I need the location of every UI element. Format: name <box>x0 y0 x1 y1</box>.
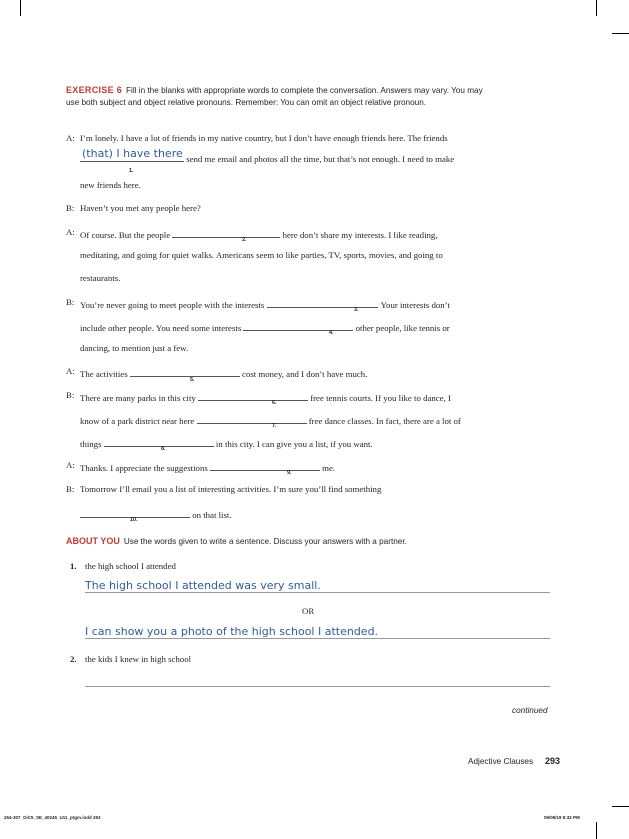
answer-blank-7[interactable] <box>197 413 307 424</box>
crop-mark <box>596 0 597 16</box>
dialogue-text: Of course. But the people <box>80 230 171 240</box>
or-label: OR <box>302 606 315 616</box>
dialogue-text: send me email and photos all the time, but that’s not enough. I need to make <box>186 154 455 164</box>
answer-blank-2[interactable] <box>172 227 280 238</box>
dialogue-line <box>80 390 451 403</box>
dialogue-text: free dance classes. In fact, there are a lot of <box>308 416 461 426</box>
blank-number: 3. <box>354 307 359 313</box>
dialogue-text: Thanks. I appreciate the suggestions <box>80 463 208 473</box>
dialogue-line: meditating, and going for quiet walks. Americans seem to like parties, TV, sports, movies, and going to <box>80 250 443 260</box>
dialogue-line <box>80 227 438 240</box>
speaker-label: B: <box>66 390 75 400</box>
dialogue-text: free tennis courts. If you like to dance, I <box>310 393 451 403</box>
dialogue-line <box>80 413 461 426</box>
dialogue-text: on that list. <box>192 510 232 520</box>
answer-blank-5[interactable] <box>130 366 240 377</box>
item-prompt: the kids I knew in high school <box>85 654 192 664</box>
blank-number: 8. <box>161 446 166 452</box>
dialogue-text: things <box>80 439 102 449</box>
blank-number: 9. <box>287 470 292 476</box>
dialogue-text: include other people. You need some interests <box>80 323 242 333</box>
dialogue-text: The activities <box>80 369 128 379</box>
blank-number: 7. <box>272 423 277 429</box>
dialogue-line: dancing, to mention just a few. <box>80 343 189 353</box>
about-you-heading <box>66 536 407 546</box>
exercise-heading <box>66 84 486 109</box>
speaker-label: A: <box>66 366 75 376</box>
dialogue-line: new friends here. <box>80 180 141 190</box>
blank-number: 4. <box>329 330 334 336</box>
answer-line-1a[interactable] <box>85 578 550 593</box>
speaker-label: B: <box>66 297 75 307</box>
answer-blank-9[interactable] <box>210 460 320 471</box>
dialogue-line <box>80 297 450 310</box>
item-number: 1. <box>70 561 77 571</box>
answer-line-2[interactable] <box>85 672 550 687</box>
item-prompt: the high school I attended <box>85 561 176 571</box>
dialogue-line <box>80 320 450 333</box>
dialogue-text: me. <box>322 463 336 473</box>
running-footer-section: Adjective Clauses <box>468 757 534 766</box>
continued-label: continued <box>512 706 548 715</box>
dialogue-text: cost money, and I don’t have much. <box>242 369 368 379</box>
answer-line-1b[interactable] <box>85 624 550 639</box>
answer-blank-8[interactable] <box>104 436 214 447</box>
handwritten-example-answer: (that) I have there <box>82 147 183 160</box>
print-slug-file: 264-307_GiC5_SE_40245_U11_ptgm.indd 293 <box>4 815 101 820</box>
answer-blank-6[interactable] <box>198 390 308 401</box>
dialogue-line: restaurants. <box>80 273 121 283</box>
answer-blank-4[interactable] <box>243 320 353 331</box>
dialogue-text: There are many parks in this city <box>80 393 196 403</box>
blank-number: 1. <box>129 168 134 174</box>
dialogue-text: You’re never going to meet people with the interests <box>80 300 265 310</box>
dialogue-text: know of a park district near here <box>80 416 195 426</box>
exercise-title: EXERCISE 6 <box>66 85 123 95</box>
handwritten-answer: The high school I attended was very small. <box>85 579 321 592</box>
dialogue-text: other people, like tennis or <box>355 323 450 333</box>
dialogue-line <box>80 366 367 379</box>
dialogue-line-with-answer <box>80 147 455 164</box>
about-you-instructions: Use the words given to write a sentence. Discuss your answers with a partner. <box>123 537 407 546</box>
dialogue-text: in this city. I can give you a list, if you want. <box>215 439 373 449</box>
speaker-label: B: <box>66 203 75 213</box>
dialogue-text: . Your interests don’t <box>376 300 450 310</box>
speaker-label: A: <box>66 133 75 143</box>
answer-blank-1[interactable] <box>80 147 184 162</box>
blank-number: 10. <box>130 517 138 523</box>
dialogue-line <box>80 507 232 520</box>
blank-number: 5. <box>190 377 195 383</box>
dialogue-line: Haven’t you met any people here? <box>80 203 201 213</box>
dialogue-line: I’m lonely. I have a lot of friends in my native country, but I don’t have enough friends here. The friends <box>80 133 448 143</box>
crop-mark <box>612 33 629 34</box>
page-number: 293 <box>545 756 561 766</box>
blank-number: 6. <box>272 400 277 406</box>
dialogue-line <box>80 460 335 473</box>
dialogue-line: Tomorrow I’ll email you a list of interesting activities. I’m sure you’ll find something <box>80 484 382 494</box>
crop-mark <box>612 806 629 807</box>
handwritten-answer: I can show you a photo of the high school I attended. <box>85 625 379 638</box>
dialogue-line <box>80 436 373 449</box>
crop-mark <box>20 0 21 16</box>
print-slug-date: 09/09/19 5:32 PM <box>544 815 580 820</box>
speaker-label: B: <box>66 484 75 494</box>
about-you-title: ABOUT YOU <box>66 536 120 546</box>
blank-number: 2. <box>242 237 247 243</box>
exercise-instructions: Fill in the blanks with appropriate words to complete the conversation. Answers may vary. You may use both subject and object relative pronouns. Remember: You can omit an object relative pronoun. <box>66 86 483 107</box>
speaker-label: A: <box>66 460 75 470</box>
crop-mark <box>596 822 597 839</box>
dialogue-text: here don’t share my interests. I like reading, <box>282 230 438 240</box>
answer-blank-3[interactable] <box>267 297 377 308</box>
speaker-label: A: <box>66 227 75 237</box>
item-number: 2. <box>70 654 77 664</box>
